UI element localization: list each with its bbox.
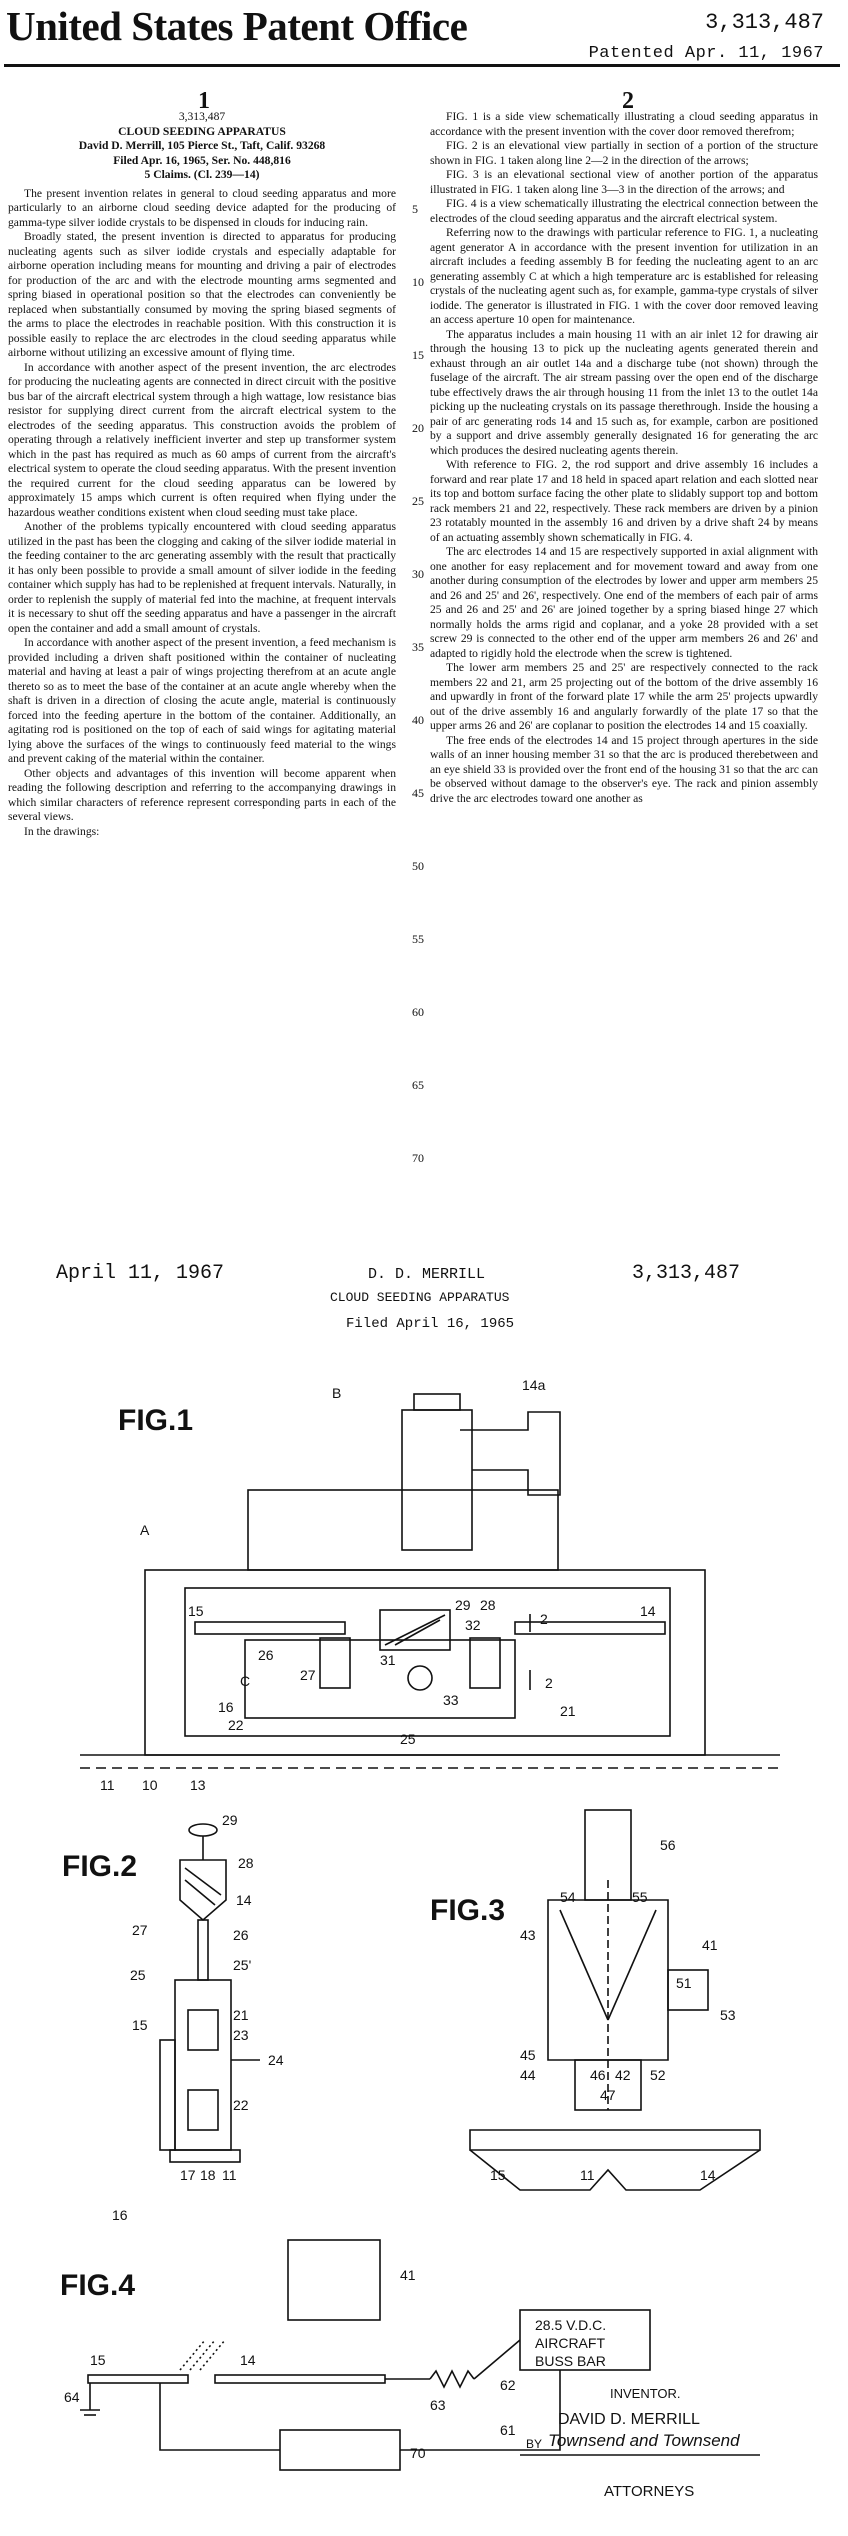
by-label: BY	[526, 2437, 543, 2451]
fig3-ref: 41	[702, 1937, 718, 1953]
arm-27-right	[470, 1638, 500, 1688]
fig2-ref: 21	[233, 2007, 249, 2023]
fig2-ref: 25'	[233, 1957, 252, 1973]
arm-27	[320, 1638, 350, 1688]
paragraph: FIG. 2 is an elevational view partially in section of a portion of the structure shown in FIG. 1 taken along line 2—2 in the direction of the arrows;	[430, 139, 818, 167]
fig1-ref: A	[140, 1522, 150, 1538]
paragraph: The present invention relates in general to cloud seeding apparatus and more particularly to an airborne cloud seeding device adapted for the producing of gamma-type silver iodide crystals to be dispensed in clouds for inducing rain.	[8, 186, 396, 229]
column-number-left: 1	[198, 88, 210, 114]
line-number: 35	[412, 640, 424, 654]
line-number: 20	[412, 421, 424, 435]
patent-drawings	[0, 1320, 848, 2520]
line-number: 15	[412, 348, 424, 362]
patented-date: Patented Apr. 11, 1967	[588, 44, 824, 63]
fig3-ref: 54	[560, 1889, 576, 1905]
paragraph: In accordance with another aspect of the present invention, a feed mechanism is provided including a driven shaft positioned within the container of nucleating material and having at least a pair of wings projecting therefrom at an acute angle thereto so as to meet the base of the container at an acute angle whereby when the shaft is driven in a direction of closing the acute angle, material is continuously forced into the feeding aperture in the bottom of the container. Additionally, an agitating rod is positioned on the top of each of said wings for agitating material lying above the surfaces of the wings to continuously feed material to the wings and prevent caking of the material within the container.	[8, 636, 396, 765]
fig1-ref: 25	[400, 1731, 416, 1747]
attorney-signature: Townsend and Townsend	[548, 2431, 740, 2450]
rack-21	[188, 2010, 218, 2050]
figure-1	[80, 1377, 780, 1793]
biblio-inventor: David D. Merrill, 105 Pierce St., Taft, Calif. 93268	[78, 139, 326, 152]
fig3-ref: 44	[520, 2067, 536, 2083]
biblio-number: 3,313,487	[178, 110, 226, 123]
feeder-box-41	[288, 2240, 380, 2320]
figure-2	[62, 1812, 284, 2223]
bus-bar-aircraft: AIRCRAFT	[535, 2335, 605, 2351]
rack-22	[188, 2090, 218, 2130]
fig4-ref: 70	[410, 2445, 426, 2461]
paragraph: Broadly stated, the present invention is directed to apparatus for producing nucleating agents such as silver iodide crystals and especially adaptable for airborne operation including means for mounting and driving a pair of electrodes for production of the arc and with the electrode mounting arms segmented and spring biased in operational position so that the electrodes can conveniently be replaced when substantially consumed by moving the spring biased segments of the arms to place the electrodes in reachable position. With this construction it is possible easily to replace the arc electrodes in the cloud seeding apparatus while airborne without utilizing an excessive amount of flying time.	[8, 230, 396, 359]
fig3-ref: 53	[720, 2007, 736, 2023]
paragraph: Referring now to the drawings with particular reference to FIG. 1, a nucleating agent generator A in accordance with the present invention for utilization in an aircraft includes a feeding assembly B for feeding the nucleating agent to an arc generating assembly C at which a high temperature arc is established for releasing crystals of the nucleating agent such as, for example, gamma-type crystals of silver iodide. The generator is illustrated in FIG. 1 with the cover door removed leaving an access aperture 10 open for maintenance.	[430, 226, 818, 326]
line-number: 60	[412, 1005, 424, 1019]
sheet-title: CLOUD SEEDING APPARATUS	[330, 1290, 510, 1305]
paragraph: With reference to FIG. 2, the rod support and drive assembly 16 includes a forward and rear plate 17 and 18 held in spaced apart relation and each slotted near its top and bottom surface facing the other plate to slidably support top and bottom rack members 21 and 22, respectively. These rack members are driven by a pinion 23 rotatably mounted in the assembly 16 and driven by a drive shaft 24 by means of an actuating assembly shown schematically in FIG. 4.	[430, 458, 818, 544]
paragraph: Other objects and advantages of this invention will become apparent when reading the following description and referring to the accompanying drawings in which similar characters of reference represent corresponding parts in each of the several views.	[8, 766, 396, 823]
fig3-ref: 42	[615, 2067, 631, 2083]
fig2-ref: 23	[233, 2027, 249, 2043]
fig4-label: FIG.4	[60, 2269, 136, 2302]
line-number: 40	[412, 713, 424, 727]
fig4-ref: 63	[430, 2397, 446, 2413]
column-number-right: 2	[622, 88, 634, 114]
bus-bar-label: BUSS BAR	[535, 2353, 606, 2369]
arm-25	[160, 2040, 175, 2150]
fig2-ref: 17	[180, 2167, 196, 2183]
fig2-ref: 26	[233, 1927, 249, 1943]
drive-plates	[175, 1980, 231, 2150]
line-number: 50	[412, 859, 424, 873]
inventor-name: DAVID D. MERRILL	[558, 2411, 700, 2428]
wire	[474, 2340, 520, 2379]
fig1-ref: 22	[228, 1717, 244, 1733]
fig1-ref: C	[240, 1673, 251, 1689]
wing-55	[608, 1910, 656, 2020]
fig1-label: FIG.1	[118, 1404, 194, 1437]
electrode-14	[198, 1920, 208, 1980]
yoke-hatch	[185, 1880, 215, 1905]
sheet-inventor: D. D. MERRILL	[368, 1266, 486, 1283]
bibliographic-block	[8, 110, 396, 183]
fig1-ref: 10	[142, 1777, 158, 1793]
bus-bar-voltage: 28.5 V.D.C.	[535, 2317, 607, 2333]
header-rule	[4, 64, 840, 67]
arc-housing-top	[470, 2130, 760, 2150]
upper-housing	[248, 1490, 558, 1570]
fig1-ref: 15	[188, 1603, 204, 1619]
fig1-ref: 32	[465, 1617, 481, 1633]
shield-hatch	[395, 1620, 440, 1645]
paragraph: The free ends of the electrodes 14 and 15 project through apertures in the side walls of an inner housing member 31 so that the arc is produced therebetween and an eye shield 33 is provided over the front end of the housing 31 so that the arc can be observed without damage to the observer's eye. The rack and pinion assembly drive the arc electrodes toward one another as	[430, 733, 818, 805]
paragraph: In accordance with another aspect of the present invention, the arc electrodes for producing the nucleating agents are connected in direct circuit with the positive bus bar of the aircraft electrical system through a high wattage, low resistance bias resistor for supplying direct current from the aircraft electrical system to the electrodes of the seeding apparatus. This construction avoids the problem of operating through a relatively inefficient inverter and step up transformer system which in the past has required as much as 60 amps of current from the aircraft's electrical system to operate the cloud seeding apparatus. With the present invention the required current for the cloud seeding apparatus can be lowered by approximately 15 amps which current is often required when flying under the hazardous weather conditions existent when cloud seeding must take place.	[8, 360, 396, 519]
fig3-ref: 14	[700, 2167, 716, 2183]
wing-54	[560, 1910, 608, 2020]
electrode-15	[195, 1622, 345, 1634]
base-plate	[170, 2150, 240, 2162]
fig4-ref: 14	[240, 2352, 256, 2368]
fig1-ref: 33	[443, 1692, 459, 1708]
fig1-ref: B	[332, 1385, 342, 1401]
fig2-ref: 11	[222, 2167, 237, 2183]
sheet-filed: Filed April 16, 1965	[346, 1316, 515, 1332]
inventor-block	[526, 2386, 740, 2500]
fig1-ref: 13	[190, 1777, 206, 1793]
fig1-ref: 2	[540, 1611, 548, 1627]
fig3-ref: 51	[676, 1975, 692, 1991]
fig4-ref: 61	[500, 2422, 516, 2438]
fig3-ref: 15	[490, 2167, 506, 2183]
fig2-ref: 27	[132, 1922, 148, 1938]
fig2-ref: 28	[238, 1855, 254, 1871]
fig2-ref: 16	[112, 2207, 128, 2223]
fig3-ref: 46	[590, 2067, 606, 2083]
line-number: 65	[412, 1078, 424, 1092]
fig1-ref: 14	[640, 1603, 656, 1619]
text-column-right	[430, 110, 818, 806]
electrode-15	[88, 2375, 188, 2383]
line-number: 55	[412, 932, 424, 946]
electrode-14	[215, 2375, 385, 2383]
fig3-ref: 45	[520, 2047, 536, 2063]
biblio-claims: 5 Claims. (Cl. 239—14)	[144, 168, 260, 181]
feeding-assembly	[402, 1410, 472, 1550]
fig1-ref: 21	[560, 1703, 576, 1719]
yoke-hatch	[185, 1868, 221, 1895]
feeder-cap	[414, 1394, 460, 1410]
sheet-number: 3,313,487	[632, 1262, 741, 1285]
fig4-ref: 64	[64, 2389, 80, 2405]
drive-wheel-33	[408, 1666, 432, 1690]
inventor-heading: INVENTOR.	[610, 2386, 681, 2401]
fig1-ref: 14a	[522, 1377, 546, 1393]
arc-housing-bottom	[470, 2150, 760, 2190]
fig3-ref: 43	[520, 1927, 536, 1943]
fig1-ref: 27	[300, 1667, 316, 1683]
fig2-ref: 14	[236, 1892, 252, 1908]
sheet-date: April 11, 1967	[56, 1262, 225, 1285]
line-number: 25	[412, 494, 424, 508]
fig1-ref: 16	[218, 1699, 234, 1715]
fig2-ref: 18	[200, 2167, 216, 2183]
fig2-ref: 15	[132, 2017, 148, 2033]
patent-office-title: United States Patent Office	[6, 3, 468, 49]
paragraph: FIG. 1 is a side view schematically illustrating a cloud seeding apparatus in accordance with the present invention with the cover door removed therefrom;	[430, 110, 818, 138]
line-number: 10	[412, 275, 424, 289]
paragraph: FIG. 4 is a view schematically illustrating the electrical connection between the electrodes of the cloud seeding apparatus and the aircraft electrical system.	[430, 197, 818, 225]
fig1-ref: 29	[455, 1597, 471, 1613]
fig3-label: FIG.3	[430, 1894, 506, 1927]
line-number: 70	[412, 1151, 424, 1165]
text-column-left	[8, 110, 396, 839]
air-outlet-duct	[460, 1412, 560, 1495]
fig2-ref: 25	[130, 1967, 146, 1983]
fig3-ref: 11	[580, 2167, 595, 2183]
fig1-ref: 26	[258, 1647, 274, 1663]
fig2-label: FIG.2	[62, 1850, 138, 1883]
fig1-ref: 28	[480, 1597, 496, 1613]
fig3-ref: 47	[600, 2087, 616, 2103]
electrode-14	[515, 1622, 665, 1634]
biblio-filed: Filed Apr. 16, 1965, Ser. No. 448,816	[113, 153, 291, 167]
fig2-ref: 22	[233, 2097, 249, 2113]
line-number: 30	[412, 567, 424, 581]
paragraph: The lower arm members 25 and 25' are respectively connected to the rack members 22 and 21, arm 25 projecting out of the bottom of the drive assembly 16 and upwardly in front of the forward plate 17 while the arm 25' projects upwardly out of the drive assembly 16 and angularly forwardly of the plate 17 so that the upper arms 26 and 26' are coplanar to position the electrodes 14 and 15 coaxially.	[430, 661, 818, 732]
patent-number: 3,313,487	[705, 10, 824, 35]
paragraph: The arc electrodes 14 and 15 are respectively supported in axial alignment with one another for easy replacement and for movement toward and away from one another during consumption of the electrodes by lower and upper arm members 25 and 26 and 25' and 26', respectively. One end of the members of each pair of arms 25 and 26 and 25' and 26' are joined together by a spring biased hinge 27 which normally holds the arms rigid and coplanar, and a yoke 28 provided with a set screw 29 is connected to the other end of the upper arm members 26 and 26' and adapted to rigidly hold the electrode when the screw is tightened.	[430, 545, 818, 660]
fig4-ref: 62	[500, 2377, 516, 2393]
paragraph: The apparatus includes a main housing 11 with an air inlet 12 for drawing air through the housing 13 to pick up the nucleating agents generated therein and exhaust through an air outlet 14a and a discharge tube (not shown) through the fuselage of the aircraft. The air stream passing over the open end of the discharge tube effectively draws the air through housing 11 from the inlet 13 to the outlet 14a picking up the nucleating crystals on its passage therethrough. Inside the housing a pair of arc generating rods 14 and 15 such as, for example, carbon are positioned by a support and drive assembly generally designated 16 for generating the arc which produces the desired nucleating agents therein.	[430, 327, 818, 457]
fig1-ref: 31	[380, 1652, 396, 1668]
arc-spray	[180, 2340, 225, 2370]
resistor-63	[430, 2371, 474, 2387]
biblio-title: CLOUD SEEDING APPARATUS	[118, 124, 286, 138]
fig4-ref: 41	[400, 2267, 416, 2283]
fig2-ref: 24	[268, 2052, 284, 2068]
paragraph: FIG. 3 is an elevational sectional view of another portion of the apparatus illustrated in FIG. 1 taken along line 3—3 in the direction of the arrows; and	[430, 168, 818, 196]
figure-3	[430, 1810, 760, 2190]
fig3-ref: 56	[660, 1837, 676, 1853]
paragraph: Another of the problems typically encountered with cloud seeding apparatus utilized in the past has been the clogging and caking of the silver iodide material in the feeding container to the arc generating assembly with the result that practically it has only been possible to provide a small amount of silver iodide in the feeding container which supply has had to be replenished at frequent intervals. Naturally, in order to replenish the supply of material fed into the machine, at frequent intervals it is necessary to shut off the seeding apparatus and have a passenger in the aircraft open the container and add a small amount of crystals.	[8, 520, 396, 635]
attorneys-label: ATTORNEYS	[604, 2483, 695, 2500]
fig1-ref: 11	[100, 1777, 115, 1793]
actuator-70	[280, 2430, 400, 2470]
paragraph: In the drawings:	[24, 824, 100, 838]
fig3-ref: 52	[650, 2067, 666, 2083]
fig1-ref: 2	[545, 1675, 553, 1691]
set-screw	[189, 1824, 217, 1836]
line-number: 45	[412, 786, 424, 800]
fig4-ref: 15	[90, 2352, 106, 2368]
line-number: 5	[412, 202, 418, 216]
fig3-ref: 55	[632, 1889, 648, 1905]
fig2-ref: 29	[222, 1812, 238, 1828]
